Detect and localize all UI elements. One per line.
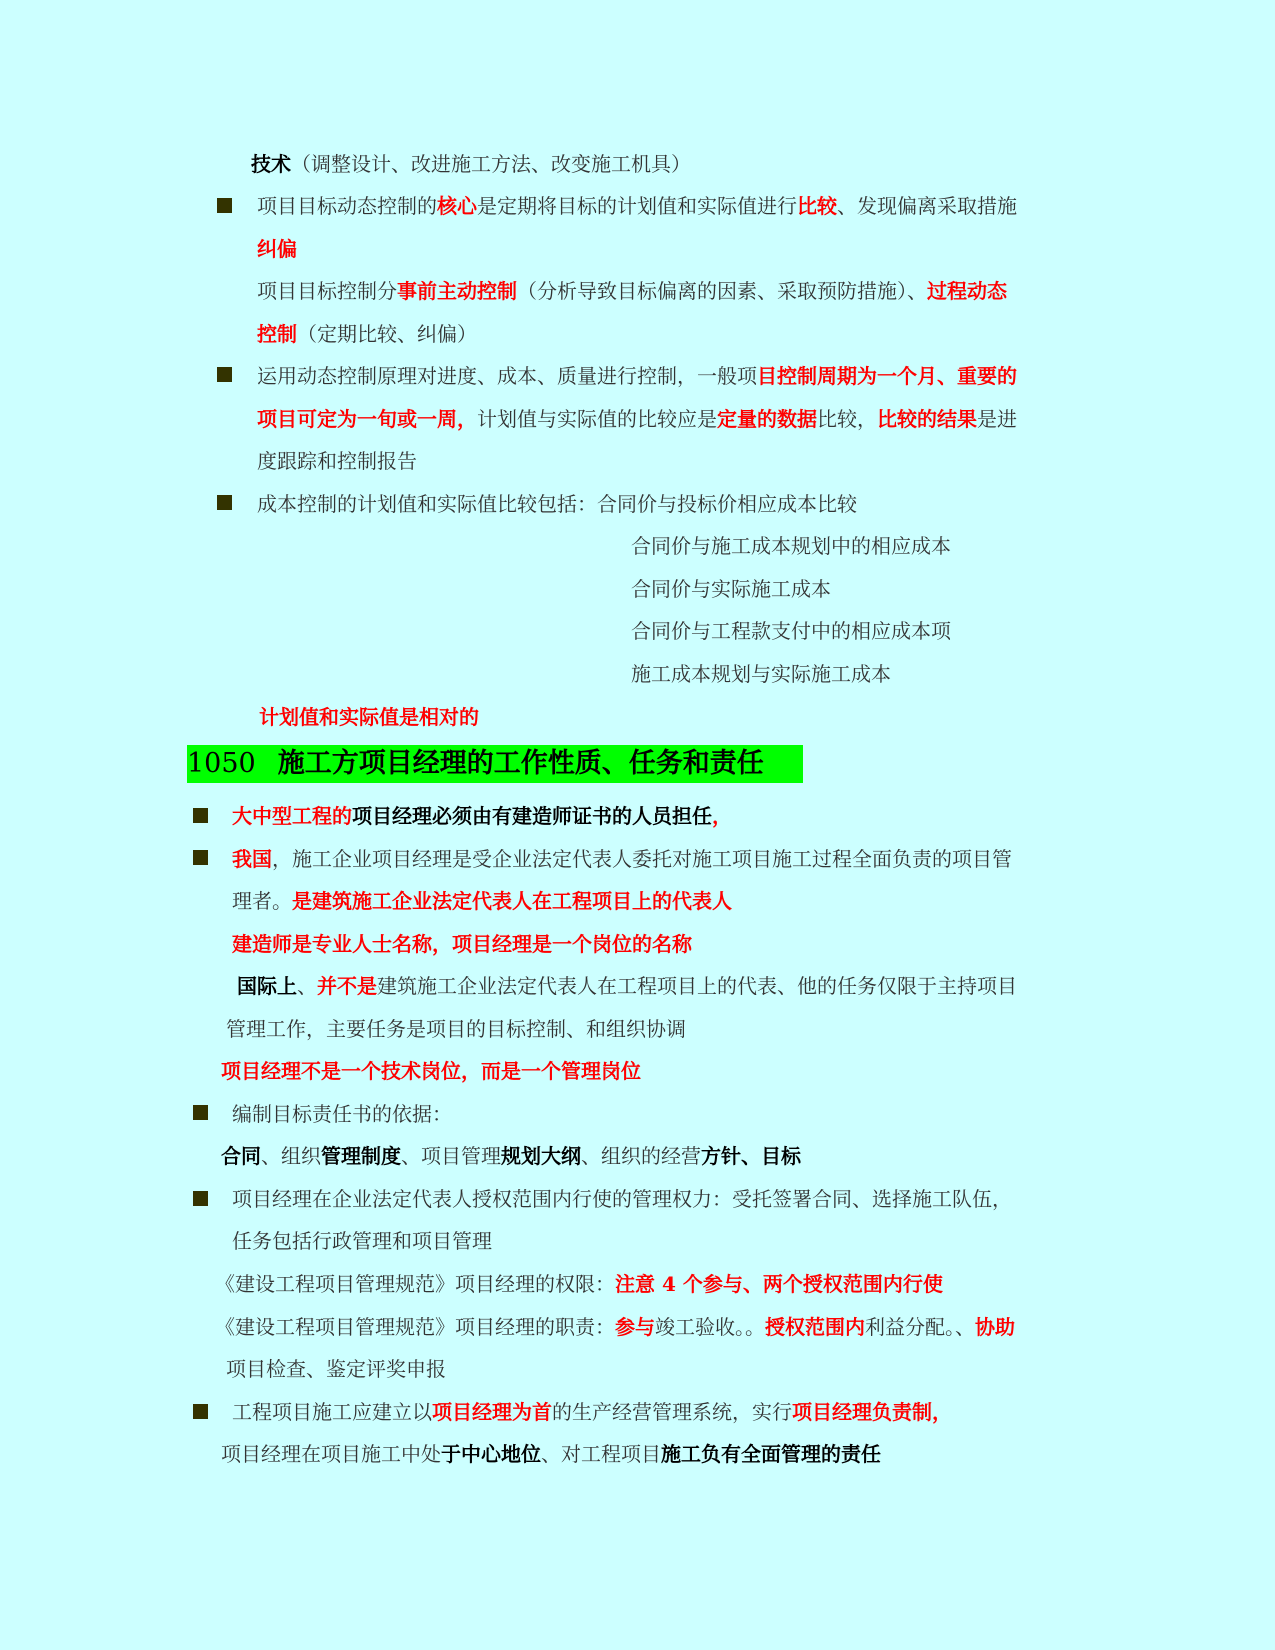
- body-text: 、项目管理: [401, 1144, 501, 1168]
- body-text: 比较，: [817, 407, 877, 431]
- emphasis-text: 事前主动控制: [397, 279, 517, 303]
- text-line: [232, 1185, 1012, 1213]
- text-line: [257, 192, 1017, 220]
- bullet-square: [217, 495, 232, 510]
- body-text: 项目目标控制分: [257, 279, 397, 303]
- body-text: 、对工程项目: [541, 1442, 661, 1466]
- text-line: [257, 490, 857, 518]
- text-line: [221, 1057, 641, 1085]
- emphasis-text: 项目可定为一旬或一周，: [257, 407, 477, 431]
- text-line: [232, 1227, 492, 1255]
- body-text: 项目检查、鉴定评奖申报: [226, 1357, 446, 1381]
- text-line: [631, 617, 951, 645]
- emphasis-text: 目控制周期为一个月、重要的: [757, 364, 1017, 388]
- text-line: [631, 660, 891, 688]
- text-line: [232, 930, 692, 958]
- body-text: 管理工作，主要任务是项目的目标控制、和组织协调: [226, 1017, 686, 1041]
- emphasis-text: 注意 4 个参与、两个授权范围内行使: [615, 1272, 943, 1296]
- text-line: [226, 1015, 686, 1043]
- body-text: 编制目标责任书的依据：: [232, 1102, 452, 1126]
- body-text: 是进: [977, 407, 1017, 431]
- body-text: 项目经理在企业法定代表人授权范围内行使的管理权力：受托签署合同、选择施工队伍，: [232, 1187, 1012, 1211]
- body-text: 成本控制的计划值和实际值比较包括：合同价与投标价相应成本比较: [257, 492, 857, 516]
- body-text: 、: [297, 974, 317, 998]
- body-text: 合同价与工程款支付中的相应成本项: [631, 619, 951, 643]
- bullet-square: [193, 850, 208, 865]
- section-number: 1050: [187, 748, 256, 779]
- body-text: （定期比较、纠偏）: [297, 322, 477, 346]
- text-line: [251, 150, 691, 178]
- emphasis-text: 建造师是专业人士名称，项目经理是一个岗位的名称: [232, 932, 692, 956]
- body-text: 利益分配。、: [865, 1315, 975, 1339]
- emphasis-text: 我国: [232, 847, 272, 871]
- bold-text: 施工负有全面管理的责任: [661, 1442, 881, 1466]
- bold-text: 合同: [221, 1144, 261, 1168]
- emphasis-text: 比较: [797, 194, 837, 218]
- body-text: 《建设工程项目管理规范》项目经理的职责：: [215, 1315, 615, 1339]
- bold-text: 于中心地位: [441, 1442, 541, 1466]
- text-line: [232, 1398, 952, 1426]
- emphasis-text: 过程动态: [927, 279, 1007, 303]
- body-text: 的生产经营管理系统，实行: [552, 1400, 792, 1424]
- text-line: [226, 1355, 446, 1383]
- text-line: [257, 405, 1017, 433]
- emphasis-text: 项目经理为首: [432, 1400, 552, 1424]
- emphasis-text: 授权范围内: [765, 1315, 865, 1339]
- bullet-square: [193, 1191, 208, 1206]
- body-text: 、组织: [261, 1144, 321, 1168]
- body-text: 工程项目施工应建立以: [232, 1400, 432, 1424]
- emphasis-text: 参与: [615, 1315, 655, 1339]
- text-line: [232, 845, 1012, 873]
- body-text: 、发现偏离采取措施: [837, 194, 1017, 218]
- body-text: 理者。: [232, 889, 292, 913]
- bold-text: 管理制度: [321, 1144, 401, 1168]
- body-text: 计划值与实际值的比较应是: [477, 407, 717, 431]
- bold-text: 规划大纲: [501, 1144, 581, 1168]
- text-line: [257, 320, 477, 348]
- body-text: 运用动态控制原理对进度、成本、质量进行控制，一般项: [257, 364, 757, 388]
- emphasis-text: 纠偏: [257, 237, 297, 261]
- bullet-square: [193, 1105, 208, 1120]
- body-text: 建筑施工企业法定代表人在工程项目上的代表、他的任务仅限于主持项目: [377, 974, 1017, 998]
- section-title: 施工方项目经理的工作性质、任务和责任: [277, 748, 764, 779]
- text-line: [232, 802, 732, 830]
- emphasis-text: 比较的结果: [877, 407, 977, 431]
- body-text: 度跟踪和控制报告: [257, 449, 417, 473]
- text-line: [257, 235, 297, 263]
- bold-text: 项目经理必须由有建造师证书的人员担任: [352, 804, 712, 828]
- bullet-square: [193, 808, 208, 823]
- text-line: [237, 972, 1017, 1000]
- emphasis-text: ，: [712, 804, 732, 828]
- bold-text: 技术: [251, 152, 291, 176]
- text-line: [232, 1100, 452, 1128]
- body-text: 合同价与实际施工成本: [631, 577, 831, 601]
- emphasis-text: 控制: [257, 322, 297, 346]
- text-line: [221, 1440, 881, 1468]
- emphasis-text: 协助: [975, 1315, 1015, 1339]
- body-text: 合同价与施工成本规划中的相应成本: [631, 534, 951, 558]
- text-line: [232, 887, 732, 915]
- body-text: ，施工企业项目经理是受企业法定代表人委托对施工项目施工过程全面负责的项目管: [272, 847, 1012, 871]
- emphasis-text: 是建筑施工企业法定代表人在工程项目上的代表人: [292, 889, 732, 913]
- emphasis-text: 计划值和实际值是相对的: [259, 705, 479, 729]
- body-text: （分析导致目标偏离的因素、采取预防措施）、: [517, 279, 927, 303]
- text-line: [215, 1270, 943, 1298]
- section-heading: [187, 745, 803, 783]
- body-text: （调整设计、改进施工方法、改变施工机具）: [291, 152, 691, 176]
- bullet-square: [217, 367, 232, 382]
- text-line: [257, 362, 1017, 390]
- body-text: 、组织的经营: [581, 1144, 701, 1168]
- bullet-square: [217, 198, 232, 213]
- text-line: [257, 447, 417, 475]
- body-text: 是定期将目标的计划值和实际值进行: [477, 194, 797, 218]
- body-text: 项目目标动态控制的: [257, 194, 437, 218]
- body-text: 任务包括行政管理和项目管理: [232, 1229, 492, 1253]
- text-line: [215, 1313, 1015, 1341]
- text-line: [221, 1142, 801, 1170]
- text-line: [631, 575, 831, 603]
- bold-text: 国际上: [237, 974, 297, 998]
- body-text: 项目经理在项目施工中处: [221, 1442, 441, 1466]
- body-text: 施工成本规划与实际施工成本: [631, 662, 891, 686]
- emphasis-text: 项目经理负责制，: [792, 1400, 952, 1424]
- bold-text: 方针、目标: [701, 1144, 801, 1168]
- emphasis-text: 大中型工程的: [232, 804, 352, 828]
- body-text: 竣工验收。。: [655, 1315, 765, 1339]
- bullet-square: [193, 1404, 208, 1419]
- emphasis-text: 核心: [437, 194, 477, 218]
- text-line: [259, 703, 479, 731]
- text-line: [631, 532, 951, 560]
- emphasis-text: 项目经理不是一个技术岗位，而是一个管理岗位: [221, 1059, 641, 1083]
- emphasis-text: 定量的数据: [717, 407, 817, 431]
- text-line: [257, 277, 1007, 305]
- body-text: 《建设工程项目管理规范》项目经理的权限：: [215, 1272, 615, 1296]
- emphasis-text: 并不是: [317, 974, 377, 998]
